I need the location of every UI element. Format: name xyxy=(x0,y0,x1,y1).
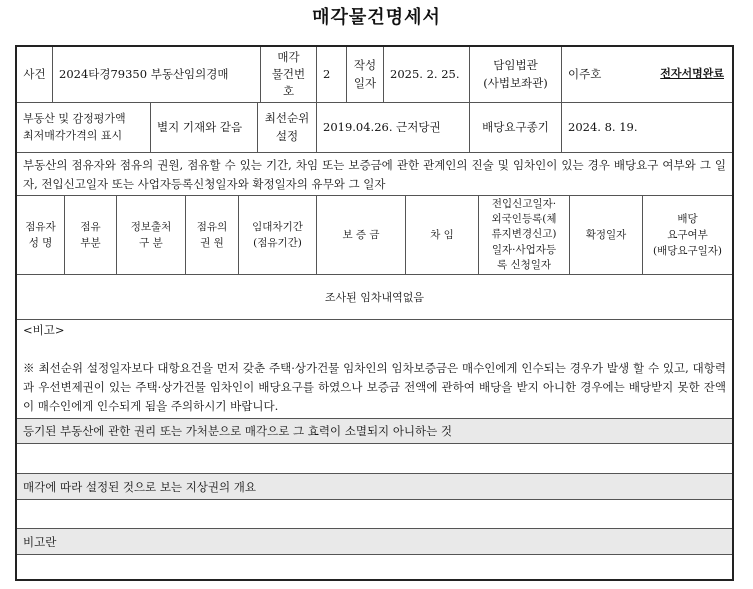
col-source: 정보출처 구 분 xyxy=(117,196,186,274)
written-date-value: 2025. 2. 25. xyxy=(384,47,470,102)
superficies-label: 매각에 따라 설정된 것으로 보는 지상권의 개요 xyxy=(23,479,257,494)
occupancy-empty-row xyxy=(17,275,732,320)
judge-name: 이주호 xyxy=(568,66,602,81)
col-fixed-date: 확정일자 xyxy=(570,196,643,274)
judge-cell xyxy=(562,47,732,102)
occupancy-description: 부동산의 점유자와 점유의 권원, 점유할 수 있는 기간, 차임 또는 보증금에 관한 관계인의 진술 및 임차인이 있는 경우 배당요구 여부와 그 일자, 전입신고일자 또는 사업자등록신청일자와 확정일자의 유무와 그 일자 xyxy=(23,158,726,191)
appraisal-row xyxy=(17,103,732,153)
notes-label: 비고란 xyxy=(23,534,57,549)
case-label: 사건 xyxy=(17,47,53,102)
electronic-signature: 전자서명완료 xyxy=(660,67,724,81)
rights-section-header xyxy=(17,419,732,444)
case-row xyxy=(17,47,732,103)
rights-label: 등기된 부동산에 관한 권리 또는 가처분으로 매각으로 그 효력이 소멸되지 아니하는 것 xyxy=(23,424,453,438)
occupancy-description-row xyxy=(17,153,732,196)
notice-row xyxy=(17,355,732,419)
dividend-deadline-value: 2024. 8. 19. xyxy=(568,119,638,134)
appraisal-value: 별지 기재와 같음 xyxy=(151,103,258,152)
col-lease-period: 임대차기간 (점유기간) xyxy=(239,196,317,274)
notice-text: ※ 최선순위 설정일자보다 대항요건을 먼저 갖춘 주택·상가건물 임차인의 임차보증금은 매수인에게 인수되는 경우가 발생 할 수 있고, 대항력과 우선변제권이 있는 주택·상가건물 임차인이 배당요구를 하였으나 보증금 전액에 관하여 배당을 받지 아니한 경우에는 배당받지 못한 잔액이 매수인에게 인수되게 됨을 주의하시기 바랍니다. xyxy=(23,361,726,413)
remarks-label: <비고> xyxy=(23,323,65,337)
appraisal-label: 부동산 및 감정평가액 최저매각가격의 표시 xyxy=(17,103,151,152)
judge-label: 담임법관 (사법보좌관) xyxy=(470,47,562,102)
notes-section-body xyxy=(17,555,732,581)
col-dividend-request: 배당 요구여부 (배당요구일자) xyxy=(652,212,723,258)
col-occupant: 점유자 성 명 xyxy=(17,196,65,274)
sale-number-label: 매각 물건번호 xyxy=(261,47,317,102)
no-lease-message: 조사된 임차내역없음 xyxy=(324,291,425,304)
col-part: 점유 부분 xyxy=(65,196,117,274)
written-date-label: 작성 일자 xyxy=(347,47,384,102)
document-title: 매각물건명세서 xyxy=(312,7,441,28)
remarks-row xyxy=(17,320,732,355)
priority-label: 최선순위 설정 xyxy=(258,103,317,152)
superficies-section-body xyxy=(17,500,732,529)
notes-section-header xyxy=(17,529,732,555)
col-deposit: 보 증 금 xyxy=(317,196,406,274)
col-title: 점유의 권 원 xyxy=(186,196,239,274)
col-rent: 차 임 xyxy=(406,196,479,274)
rights-section-body xyxy=(17,444,732,474)
case-number: 2024타경79350 부동산임의경매 xyxy=(53,47,261,102)
priority-value: 2019.04.26. 근저당권 xyxy=(317,103,470,152)
dividend-deadline-label: 배당요구종기 xyxy=(470,103,562,152)
superficies-section-header xyxy=(17,474,732,500)
sale-number-value: 2 xyxy=(317,47,347,102)
occupancy-header-row xyxy=(17,196,732,275)
sale-statement-table xyxy=(15,45,734,581)
col-move-in-date: 전입신고일자· 외국인등록(체 류지변경신고) 일자·사업자등 록 신청일자 xyxy=(479,196,570,274)
